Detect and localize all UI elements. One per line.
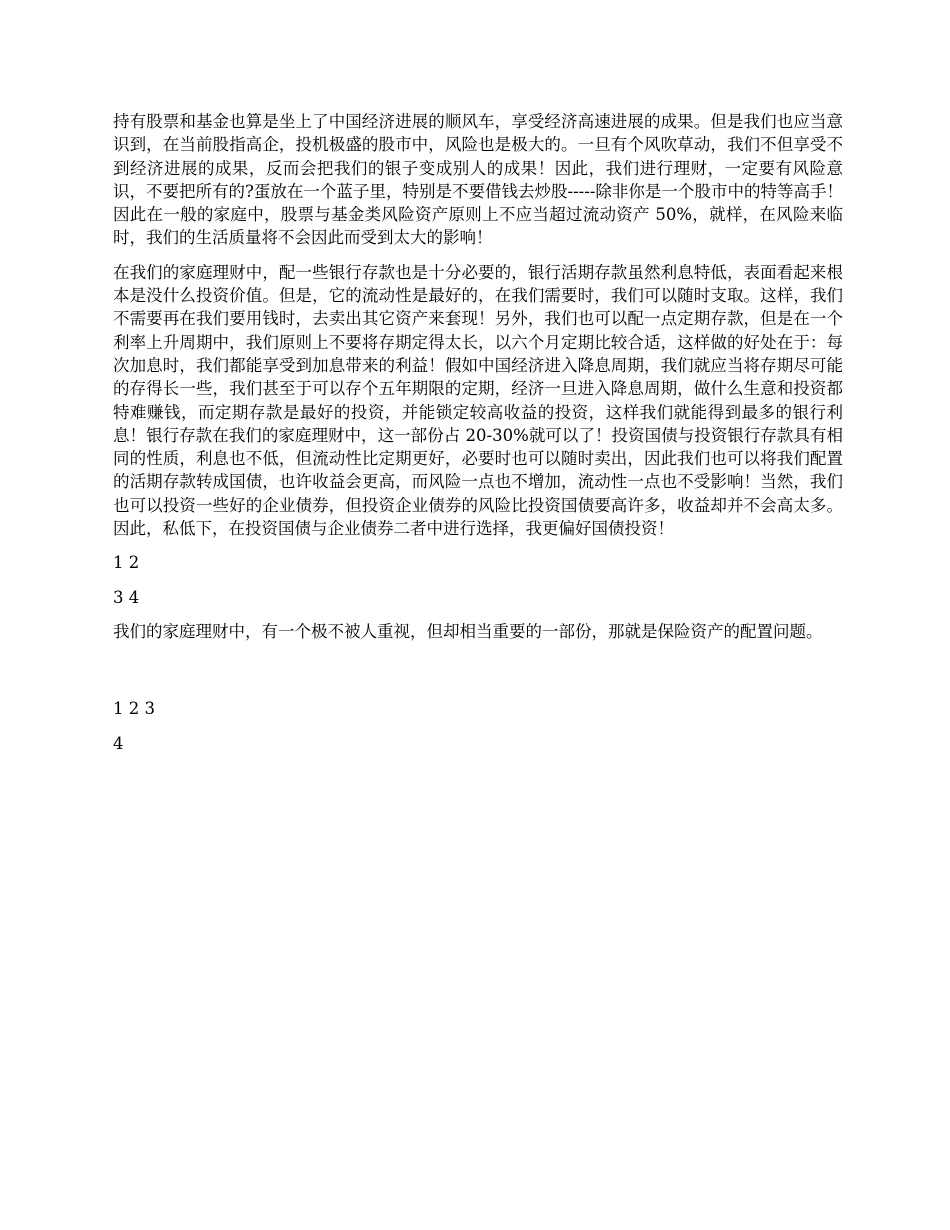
document-page [113, 110, 843, 766]
page-number-line: 1 2 3 [113, 699, 155, 719]
paragraph-stocks-funds: 持有股票和基金也算是坐上了中国经济进展的顺风车，享受经济高速进展的成果。但是我们也应当意识到，在当前股指高企，投机极盛的股市中，风险也是极大的。一旦有个风吹草动，我们不但享受不到经济进展的成果，反而会把我们的银子变成别人的成果！因此，我们进行理财，一定要有风险意识，不要把所有的?蛋放在一个蓝子里，特别是不要借钱去炒股-----除非你是一个股市中的特等高手！因此在一般的家庭中，股票与基金类风险资产原则上不应当超过流动资产 50%，就样，在风险来临时，我们的生活质量将不会因此而受到太大的影响！ [113, 112, 843, 248]
paragraph-insurance: 我们的家庭理财中，有一个极不被人重视，但却相当重要的一部份，那就是保险资产的配置问题。 [113, 621, 823, 641]
blank-space [113, 654, 843, 697]
page-number-line: 1 2 [113, 553, 140, 573]
paragraph-bank-deposits: 在我们的家庭理财中，配一些银行存款也是十分必要的，银行活期存款虽然利息特低，表面看起来根本是没什么投资价值。但是，它的流动性是最好的，在我们需要时，我们可以随时支取。这样，我们不需要再在我们要用钱时，去卖出其它资产来套现！另外，我们也可以配一点定期存款，但是在一个利率上升周期中，我们原则上不要将存期定得太长，以六个月定期比较合适，这样做的好处在于：每次加息时，我们都能享受到加息带来的利益！假如中国经济进入降息周期，我们就应当将存期尽可能的存得长一些，我们甚至于可以存个五年期限的定期，经济一旦进入降息周期，做什么生意和投资都特难赚钱，而定期存款是最好的投资，并能锁定较高收益的投资，这样我们就能得到最多的银行利息！银行存款在我们的家庭理财中，这一部份占 20-30%就可以了！投资国债与投资银行存款具有相同的性质，利息也不低，但流动性比定期更好，必要时也可以随时卖出，因此我们也可以将我们配置的活期存款转成国债，也许收益会更高，而风险一点也不增加，流动性一点也不受影响！当然，我们也可以投资一些好的企业债券，但投资企业债券的风险比投资国债要高许多，收益却并不会高太多。因此，私低下，在投资国债与企业债券二者中进行选择，我更偏好国债投资！ [113, 262, 843, 539]
page-number-line: 3 4 [113, 587, 140, 607]
page-number-line: 4 [113, 733, 124, 753]
